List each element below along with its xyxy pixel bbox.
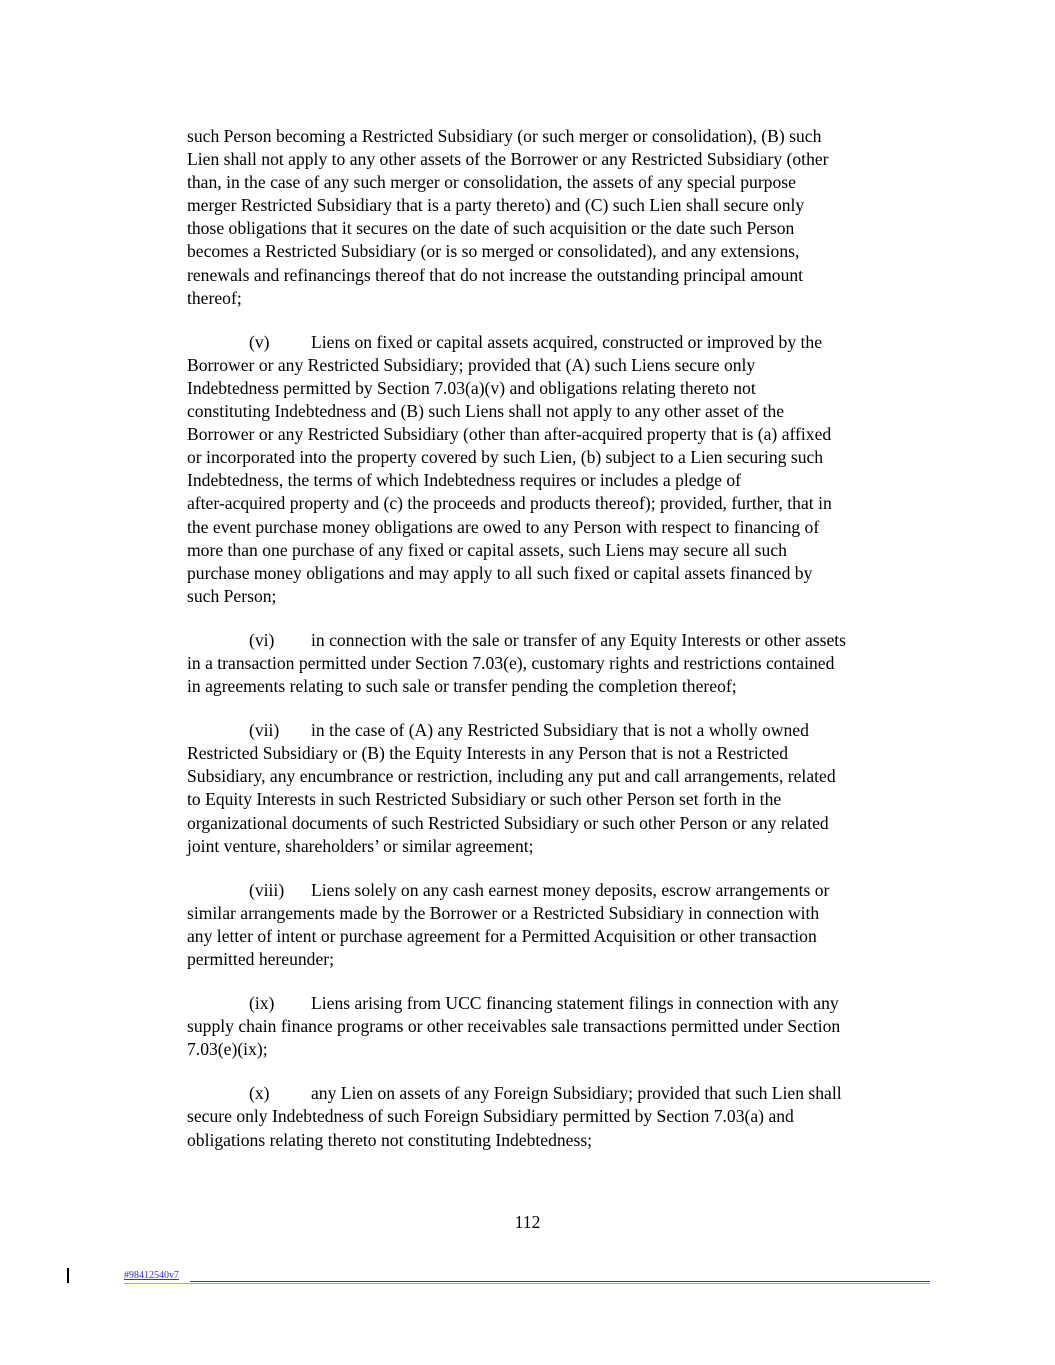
text-line xyxy=(187,331,932,354)
clause-number: (x) xyxy=(249,1083,270,1104)
page-number: 112 xyxy=(514,1212,541,1232)
text-line: obligations relating thereto not constituting Indebtedness; xyxy=(187,1129,593,1150)
document-body xyxy=(187,125,932,1173)
text-line: Lien shall not apply to any other assets of the Borrower or any Restricted Subsidiary (other xyxy=(187,149,829,170)
clause-vi xyxy=(187,629,932,698)
clause-text: in the case of (A) any Restricted Subsidiary that is not a wholly owned xyxy=(311,720,809,741)
paragraph-continuation xyxy=(187,125,932,310)
clause-viii xyxy=(187,879,932,971)
clause-text: Liens arising from UCC financing statement filings in connection with any xyxy=(311,993,839,1014)
text-line: to Equity Interests in such Restricted Subsidiary or such other Person set forth in the xyxy=(187,789,782,810)
text-line: renewals and refinancings thereof that do not increase the outstanding principal amount xyxy=(187,264,804,285)
footer-rule-secondary xyxy=(124,1283,930,1284)
text-line: those obligations that it secures on the date of such acquisition or the date such Person xyxy=(187,218,795,239)
text-line xyxy=(187,629,932,652)
clause-text: Liens on fixed or capital assets acquired, constructed or improved by the xyxy=(311,331,823,352)
text-line: similar arrangements made by the Borrower or a Restricted Subsidiary in connection with xyxy=(187,902,820,923)
footer-rule xyxy=(190,1281,930,1282)
clause-vii xyxy=(187,719,932,858)
text-line: such Person; xyxy=(187,585,277,606)
text-line: such Person becoming a Restricted Subsidiary (or such merger or consolidation), (B) such xyxy=(187,126,822,146)
text-line: constituting Indebtedness and (B) such Liens shall not apply to any other asset of the xyxy=(187,401,785,422)
clause-v xyxy=(187,331,932,608)
text-line: more than one purchase of any fixed or capital assets, such Liens may secure all such xyxy=(187,539,787,560)
text-line: organizational documents of such Restricted Subsidiary or such other Person or any related xyxy=(187,812,829,833)
clause-number: (viii) xyxy=(249,879,285,900)
text-line: Restricted Subsidiary or (B) the Equity Interests in any Person that is not a Restricted xyxy=(187,743,789,764)
text-line: in agreements relating to such sale or transfer pending the completion thereof; xyxy=(187,676,737,697)
text-line: in a transaction permitted under Section 7.03(e), customary rights and restrictions contained xyxy=(187,652,835,673)
clause-text: in connection with the sale or transfer of any Equity Interests or other assets xyxy=(311,629,846,650)
clause-number: (vi) xyxy=(249,629,275,650)
text-line: Indebtedness permitted by Section 7.03(a)(v) and obligations relating thereto not xyxy=(187,377,756,398)
text-line xyxy=(187,719,932,742)
revision-change-bar xyxy=(67,1268,69,1283)
text-line: joint venture, shareholders’ or similar agreement; xyxy=(187,835,534,856)
text-line xyxy=(187,992,932,1015)
text-line: supply chain finance programs or other receivables sale transactions permitted under Section xyxy=(187,1016,841,1037)
text-line: Subsidiary, any encumbrance or restriction, including any put and call arrangements, related xyxy=(187,766,836,787)
clause-number: (vii) xyxy=(249,720,280,741)
clause-number: (v) xyxy=(249,331,270,352)
text-line: purchase money obligations and may apply to all such fixed or capital assets financed by xyxy=(187,562,813,583)
text-line: Borrower or any Restricted Subsidiary; provided that (A) such Liens secure only xyxy=(187,354,756,375)
text-line: 7.03(e)(ix); xyxy=(187,1039,268,1060)
text-line xyxy=(187,1082,932,1105)
text-line: any letter of intent or purchase agreement for a Permitted Acquisition or other transaction xyxy=(187,925,817,946)
text-line: Borrower or any Restricted Subsidiary (other than after-acquired property that is (a) affixed xyxy=(187,424,832,445)
text-line: merger Restricted Subsidiary that is a party thereto) and (C) such Lien shall secure only xyxy=(187,195,805,216)
text-line: Indebtedness, the terms of which Indebtedness requires or includes a pledge of xyxy=(187,470,742,491)
text-line: or incorporated into the property covered by such Lien, (b) subject to a Lien securing such xyxy=(187,447,824,468)
clause-ix xyxy=(187,992,932,1061)
text-line xyxy=(187,879,932,902)
document-id: #98412540v7 xyxy=(124,1270,179,1281)
text-line: secure only Indebtedness of such Foreign Subsidiary permitted by Section 7.03(a) and xyxy=(187,1106,794,1127)
text-line: than, in the case of any such merger or consolidation, the assets of any special purpose xyxy=(187,172,796,193)
text-line: thereof; xyxy=(187,287,242,308)
clause-text: Liens solely on any cash earnest money deposits, escrow arrangements or xyxy=(311,879,830,900)
clause-x xyxy=(187,1082,932,1151)
text-line: the event purchase money obligations are owed to any Person with respect to financing of xyxy=(187,516,820,537)
clause-text: any Lien on assets of any Foreign Subsidiary; provided that such Lien shall xyxy=(311,1083,842,1104)
text-line: after-acquired property and (c) the proceeds and products thereof); provided, further, that in xyxy=(187,493,832,514)
clause-number: (ix) xyxy=(249,993,275,1014)
text-line: becomes a Restricted Subsidiary (or is so merged or consolidated), and any extensions, xyxy=(187,241,800,262)
text-line: permitted hereunder; xyxy=(187,949,335,969)
